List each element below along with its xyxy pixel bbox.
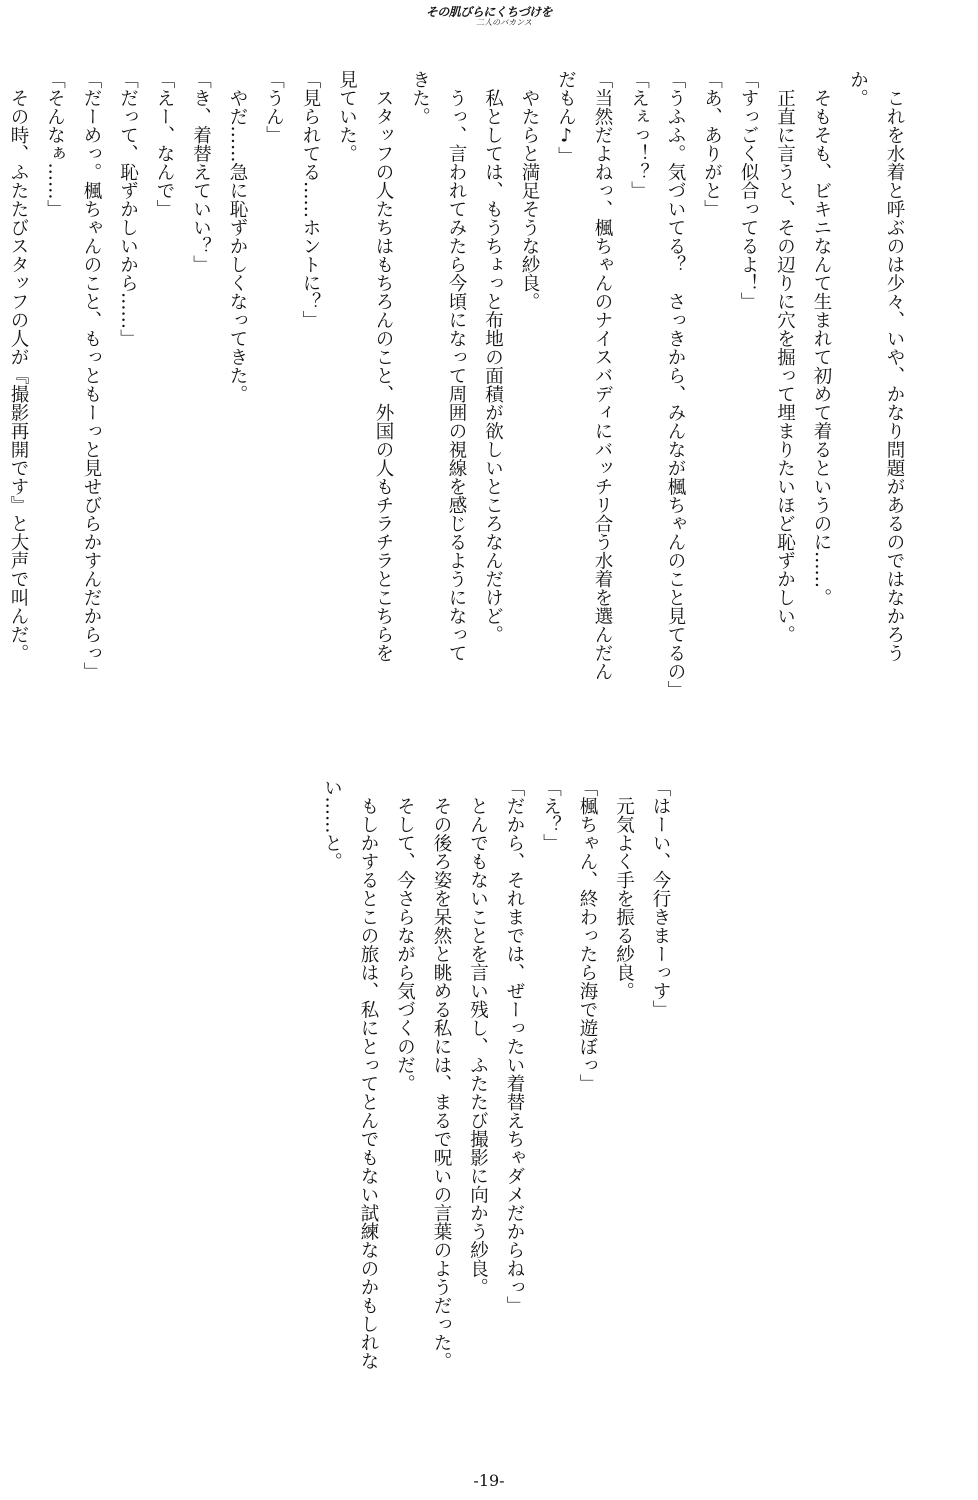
text-line: 「あ、ありがと」 — [701, 70, 723, 218]
running-header — [0, 6, 978, 28]
text-line: 「えぇっ！？」 — [628, 70, 650, 200]
text-line: 「見られてる……ホントに？」 — [300, 70, 321, 329]
text-line: 「楓ちゃん、終わったら海で遊ぼっ」 — [577, 778, 598, 1093]
text-line: だもん♪」 — [555, 70, 577, 165]
text-line: これを水着と呼ぶのは少々、いや、かなり問題があるのではなかろう — [884, 70, 905, 662]
text-line: きた。 — [409, 70, 431, 126]
text-line: そもそも、ビキニなんて生まれて初めて着るというのに……。 — [811, 70, 832, 607]
text-line: うっ、言われてみたら今頃になって周囲の視線を感じるようになって — [446, 70, 467, 662]
text-line: 「え？」 — [540, 778, 562, 852]
text-line: その時、ふたたびスタッフの人が『撮影再開です』と大声で叫んだ。 — [8, 70, 29, 662]
text-line: か。 — [847, 70, 869, 107]
text-line: やたらと満足そうな紗良。 — [519, 70, 540, 311]
book-title: その肌びらにくちづけを — [425, 5, 553, 19]
text-line: 「き、着替えていい？」 — [190, 70, 212, 274]
text-line: 「うふふ。気づいてる？ さっきから、みんなが楓ちゃんのこと見てるの」 — [665, 70, 686, 699]
text-line: い……と。 — [321, 778, 343, 871]
text-line: 「だから、それまでは、ぜーったい着替えちゃダメだからねっ」 — [504, 778, 525, 1315]
text-line: スタッフの人たちはもちろんのこと、外国の人もチラチラとこちらを — [373, 70, 394, 662]
text-line: 「えー、なんで」 — [154, 70, 175, 218]
text-line: その後ろ姿を呆然と眺める私には、まるで呪いの言葉のようだった。 — [431, 778, 452, 1370]
page-number: -19- — [473, 1471, 505, 1490]
body-text-lower — [313, 778, 678, 1428]
text-line: 「だーめっ。楓ちゃんのこと、もっともーっと見せびらかすんだからっ」 — [81, 70, 102, 681]
body-text-upper — [0, 70, 912, 720]
text-line: 「だって、恥ずかしいから……」 — [117, 70, 139, 348]
text-line: やだ……急に恥ずかしくなってきた。 — [227, 70, 248, 403]
text-line: 私としては、もうちょっと布地の面積が欲しいところなんだけど。 — [482, 70, 504, 644]
text-line: 見ていた。 — [336, 70, 358, 163]
text-line: 正直に言うと、その辺りに穴を掘って埋まりたいほど恥ずかしい。 — [774, 70, 796, 644]
text-line: とんでもないことを言い残し、ふたたび撮影に向かう紗良。 — [467, 778, 489, 1296]
text-line: 「そんなぁ……」 — [44, 70, 66, 218]
text-line: 「うん」 — [263, 70, 285, 144]
text-line: 「すっごく似合ってるよ！」 — [738, 70, 759, 311]
text-line: 「当然だよねっ、楓ちゃんのナイスバディにバッチリ合う水着を選んだん — [592, 70, 613, 681]
text-line: そして、今さらながら気づくのだ。 — [394, 778, 416, 1093]
text-line: もしかするとこの旅は、私にとってとんでもない試練なのかもしれな — [358, 778, 379, 1370]
text-line: 「はーい、今行きまーっす」 — [650, 778, 671, 1019]
text-line: 元気よく手を振る紗良。 — [613, 778, 635, 1000]
chapter-subtitle: 二人のバカンス — [476, 18, 532, 28]
